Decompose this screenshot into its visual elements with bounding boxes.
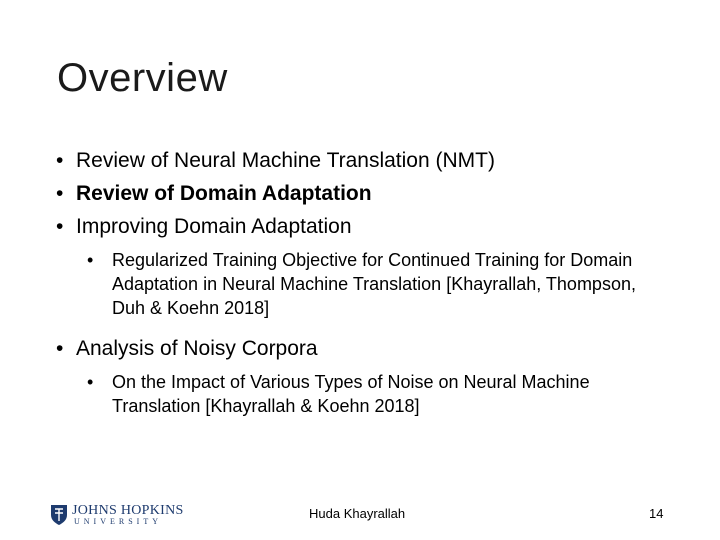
logo-line1: JOHNS HOPKINS [72, 503, 184, 518]
bullet-dot: • [56, 149, 64, 172]
bullet-text: Review of Domain Adaptation [76, 182, 372, 205]
bullet-dot: • [56, 182, 64, 205]
sub-bullet-text: On the Impact of Various Types of Noise on Neural Machine Translation [Khayrallah & Koehn 2018] [112, 372, 590, 416]
bullet-dot: • [87, 250, 94, 270]
shield-icon [50, 504, 68, 526]
bullet-item [56, 334, 676, 364]
sub-bullet-item [87, 370, 657, 418]
bullet-item [56, 179, 676, 209]
sub-bullet-text: Regularized Training Objective for Continued Training for Domain Adaptation in Neural Machine Translation [Khayrallah, Thompson, Duh & Koehn 2018] [112, 250, 636, 318]
bullet-dot: • [56, 215, 64, 238]
sub-bullet-item [87, 248, 657, 320]
bullet-list [56, 146, 676, 432]
bullet-item [56, 146, 676, 176]
page-number: 14 [649, 506, 664, 521]
bullet-item [56, 212, 676, 242]
bullet-text: Review of Neural Machine Translation (NMT) [76, 149, 495, 172]
bullet-text: Analysis of Noisy Corpora [76, 337, 318, 360]
logo-line2: UNIVERSITY [74, 517, 162, 526]
bullet-dot: • [56, 337, 64, 360]
footer-author: Huda Khayrallah [309, 506, 406, 521]
slide-title: Overview [57, 56, 228, 100]
bullet-dot: • [87, 372, 94, 392]
university-logo [50, 502, 190, 528]
bullet-text: Improving Domain Adaptation [76, 215, 352, 238]
